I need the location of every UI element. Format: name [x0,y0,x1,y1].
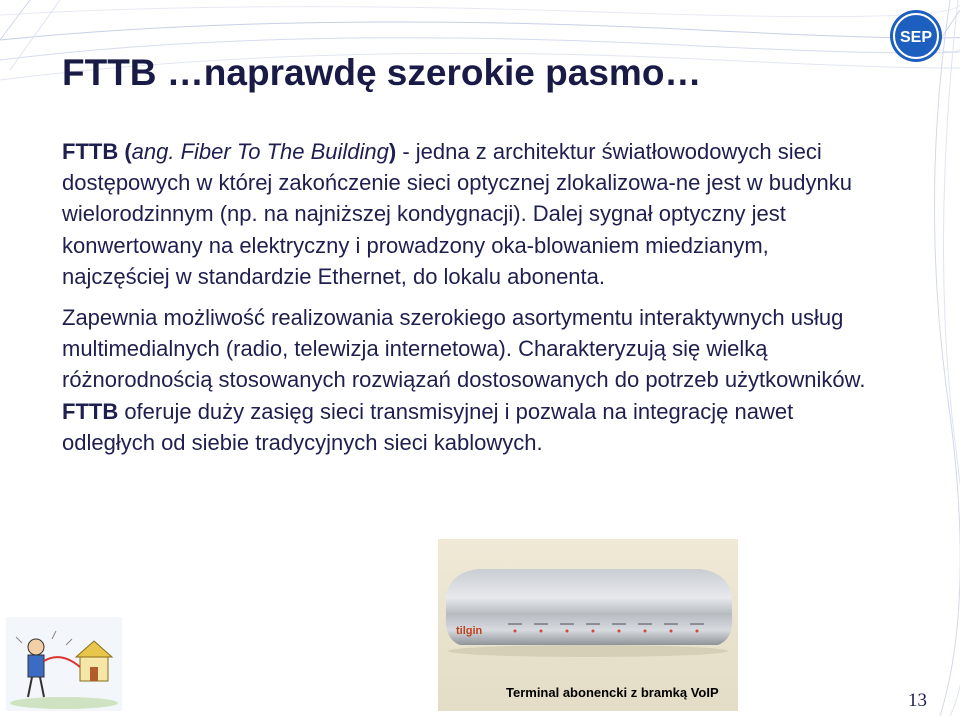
logo-text: SEP [899,29,933,46]
cartoon-illustration [6,617,122,711]
slide-body [62,136,882,458]
features-text-end: oferuje duży zasięg sieci transmisyjnej i pozwala na integrację nawet odległych od siebie tradycyjnych sieci kablowych. [62,398,794,455]
page-number: 13 [908,690,927,711]
term-fttb: FTTB ( [62,139,132,164]
definition-text: - jedna z architektur światłowodowych sieci dostępowych w której zakończenie sieci optycznej zlokalizowa-ne jest w budynku wielorodzinnym (np. na najniższej kondygnacji). Dalej sygnał optyczny jest konwertowany na elektryczny i prowadzony oka-blowaniem miedzianym, najczęściej w standardzie Ethernet, do lokalu abonenta. [62,139,852,289]
photo-caption: Terminal abonencki z bramką VoIP [506,685,719,700]
features-text-start: Zapewnia możliwość realizowania szerokiego asortymentu interaktywnych usług multimedialnych (radio, telewizja internetowa). Charakteryzują się wielką różnorodnością stosowanych rozwiązań dostosowanych do potrzeb użytkowników. [62,305,866,393]
slide-title: FTTB …naprawdę szerokie pasmo… [62,52,702,93]
abbr-ang: ang. [131,139,175,164]
full-name: Fiber To The Building [174,139,389,164]
device-brand: tilgin [456,625,483,637]
term-close: ) [388,139,397,164]
paragraph-features [62,302,882,458]
sep-logo [888,8,944,64]
paragraph-definition [62,136,882,292]
term-fttb-inline: FTTB [62,398,119,424]
